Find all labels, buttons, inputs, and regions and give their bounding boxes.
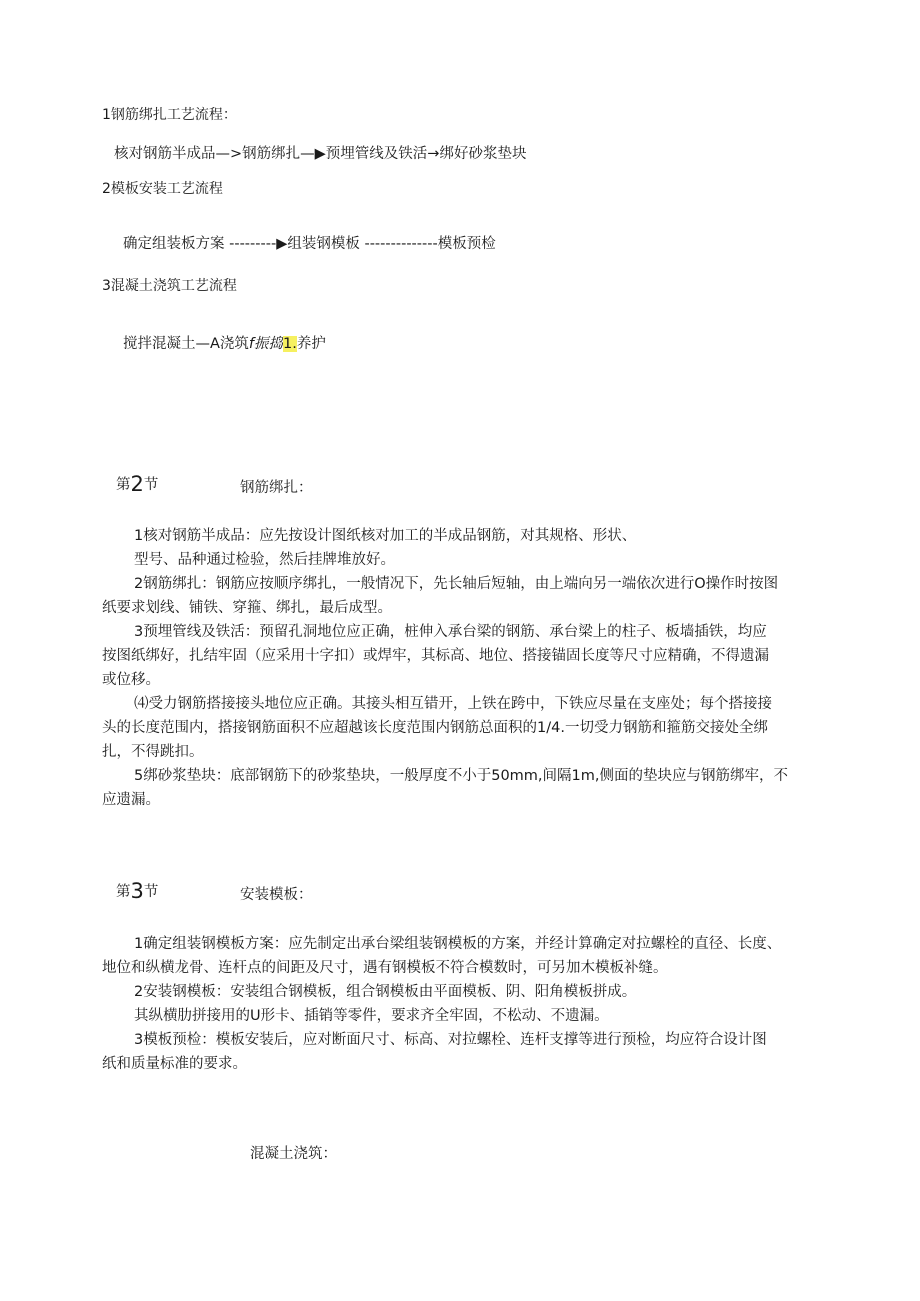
rebar-line: 头的长度范围内，搭接钢筋面积不应超越该长度范围内钢筋总面积的1/4.一切受力钢筋和箍筋交接处全绑 bbox=[102, 720, 768, 736]
formwork-line: 3模板预检：模板安装后，应对断面尺寸、标高、对拉螺栓、连杆支撑等进行预检，均应符合设计图 bbox=[134, 1032, 767, 1048]
section-2-number: 第2节 bbox=[116, 472, 159, 496]
section-4-title: 混凝土浇筑： bbox=[250, 1146, 337, 1162]
rebar-line: 扎，不得跳扣。 bbox=[102, 744, 204, 760]
section-3-number: 第3节 bbox=[116, 879, 159, 903]
rebar-line: 3预埋管线及铁活：预留孔洞地位应正确，桩伸入承台梁的钢筋、承台梁上的柱子、板墙插铁，均应 bbox=[134, 624, 767, 640]
formwork-body bbox=[102, 932, 822, 1076]
highlighted-text: 1. bbox=[283, 336, 297, 352]
rebar-line: ⑷受力钢筋搭接接头地位应正确。其接头相互错开，上铁在跨中，下铁应尽量在支座处；每个搭接接 bbox=[134, 696, 772, 712]
rebar-body bbox=[102, 524, 822, 812]
rebar-line: 1核对钢筋半成品：应先按设计图纸核对加工的半成品钢筋，对其规格、形状、 bbox=[134, 528, 637, 544]
rebar-line: 纸要求划线、铺铁、穿箍、绑扎，最后成型。 bbox=[102, 600, 392, 616]
section-2-title: 钢筋绑扎： bbox=[240, 480, 313, 496]
flow-concrete-start: 搅拌混凝土—A浇筑 bbox=[123, 336, 249, 352]
section-3-title: 安装模板： bbox=[240, 887, 313, 903]
flow-line-formwork: 确定组装板方案 ---------▶组装钢模板 --------------模板预检 bbox=[123, 236, 496, 252]
flow-line-rebar: 核对钢筋半成品—>钢筋绑扎—▶预埋管线及铁活→绑好砂浆垫块 bbox=[114, 146, 527, 162]
formwork-line: 2安装钢模板：安装组合钢模板，组合钢模板由平面模板、阴、阳角模板拼成。 bbox=[134, 984, 637, 1000]
flow-heading-rebar: 1钢筋绑扎工艺流程： bbox=[102, 107, 237, 123]
rebar-line: 或位移。 bbox=[102, 672, 160, 688]
rebar-line: 应遗漏。 bbox=[102, 792, 160, 808]
flow-concrete-vibrate: f振捣 bbox=[248, 336, 284, 352]
flow-line-concrete bbox=[123, 332, 326, 353]
rebar-line: 按图纸绑好，扎结牢固（应采用十字扣）或焊牢，其标高、地位、搭接锚固长度等尺寸应精确，不得遗漏 bbox=[102, 648, 769, 664]
formwork-line: 1确定组装钢模板方案：应先制定出承台梁组装钢模板的方案，并经计算确定对拉螺栓的直径、长度、 bbox=[134, 936, 782, 952]
flow-heading-concrete: 3混凝土浇筑工艺流程 bbox=[102, 278, 237, 294]
rebar-line: 2钢筋绑扎：钢筋应按顺序绑扎，一般情况下，先长轴后短轴，由上端向另一端依次进行O操作时按图 bbox=[134, 576, 779, 592]
formwork-line: 纸和质量标准的要求。 bbox=[102, 1056, 247, 1072]
rebar-line: 型号、品种通过检验，然后挂牌堆放好。 bbox=[134, 552, 395, 568]
formwork-line: 其纵横肋拼接用的U形卡、插销等零件，要求齐全牢固，不松动、不遗漏。 bbox=[134, 1008, 609, 1024]
flow-heading-formwork: 2模板安装工艺流程 bbox=[102, 181, 223, 197]
rebar-line: 5绑砂浆垫块：底部钢筋下的砂浆垫块，一般厚度不小于50mm,间隔1m,侧面的垫块应与钢筋绑牢，不 bbox=[134, 768, 788, 784]
flow-concrete-end: 养护 bbox=[296, 336, 326, 352]
formwork-line: 地位和纵横龙骨、连杆点的间距及尺寸，遇有钢模板不符合模数时，可另加木模板补缝。 bbox=[102, 960, 668, 976]
